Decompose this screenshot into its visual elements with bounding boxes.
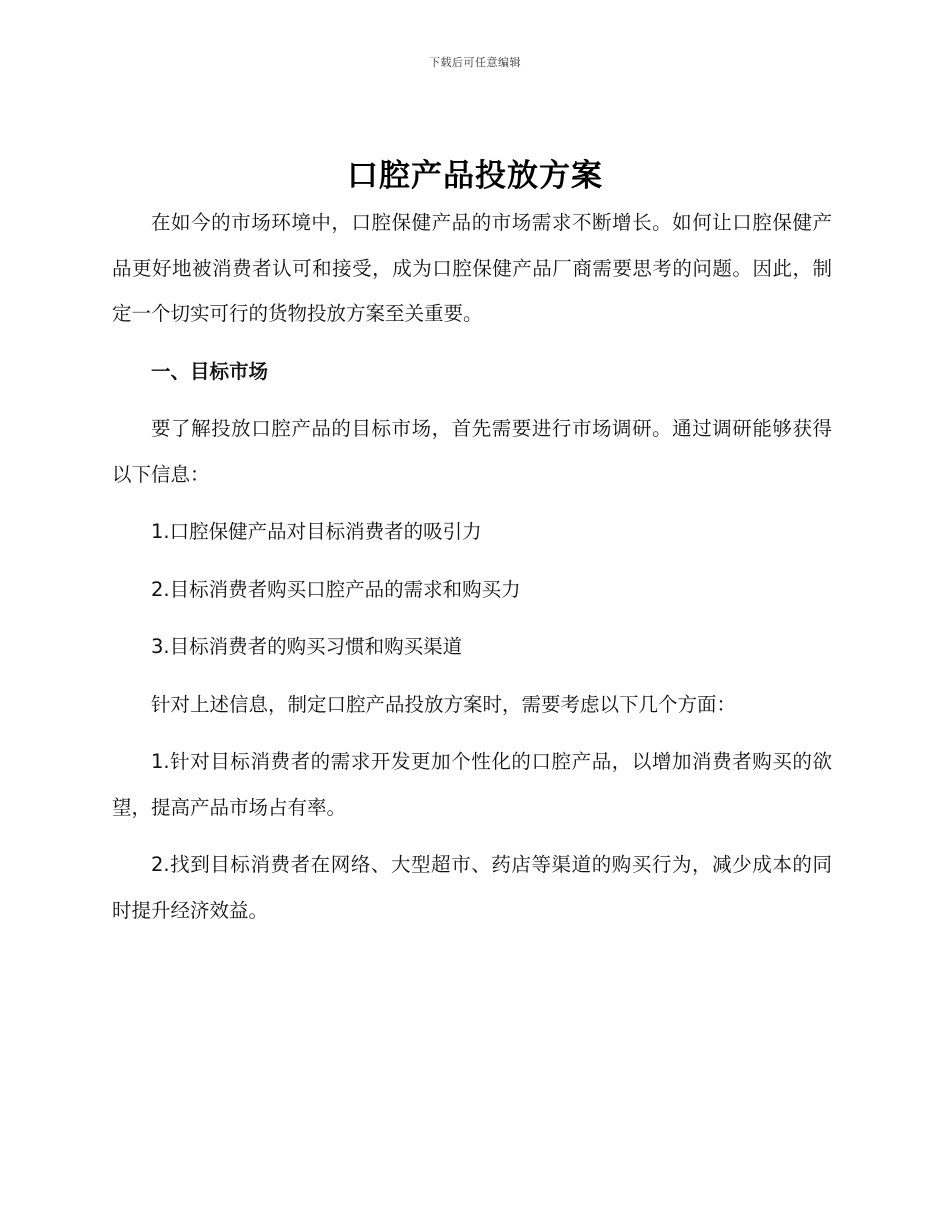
list-item: 2.目标消费者购买口腔产品的需求和购买力 bbox=[151, 577, 521, 601]
point-paragraph: 1.针对目标消费者的需求开发更加个性化的口腔产品，以增加消费者购买的欲望，提高产品市场占有率。 bbox=[112, 750, 832, 819]
intro-paragraph: 在如今的市场环境中，口腔保健产品的市场需求不断增长。如何让口腔保健产品更好地被消费者认可和接受，成为口腔保健产品厂商需要思考的问题。因此，制定一个切实可行的货物投放方案至关重要。 bbox=[112, 211, 832, 325]
header-note: 下载后可任意编辑 bbox=[429, 56, 521, 69]
list-item: 1.口腔保健产品对目标消费者的吸引力 bbox=[151, 520, 482, 543]
section-lead-paragraph: 要了解投放口腔产品的目标市场，首先需要进行市场调研。通过调研能够获得以下信息： bbox=[112, 417, 832, 486]
document-body bbox=[112, 200, 832, 933]
document-title: 口腔产品投放方案 bbox=[347, 158, 603, 194]
point-paragraph: 2.找到目标消费者在网络、大型超市、药店等渠道的购买行为，减少成本的同时提升经济效益。 bbox=[112, 853, 832, 922]
list-item: 3.目标消费者的购买习惯和购买渠道 bbox=[151, 635, 463, 658]
followup-paragraph: 针对上述信息，制定口腔产品投放方案时，需要考虑以下几个方面： bbox=[151, 692, 737, 716]
section-heading: 一、目标市场 bbox=[151, 359, 269, 383]
